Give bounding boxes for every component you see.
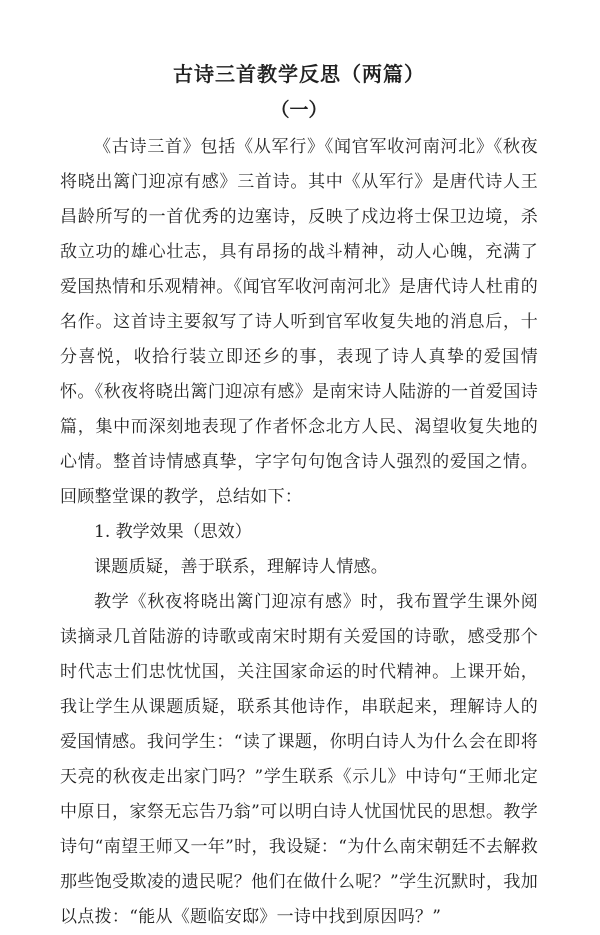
intro-paragraph: 《古诗三首》包括《从军行》《闻官军收河南河北》《秋夜将晓出篱门迎凉有感》三首诗。其中《从军行》是唐代诗人王昌龄所写的一首优秀的边塞诗，反映了戍边将士保卫边境，杀敌立功的雄心壮志，具有昂扬的战斗精神，动人心魄，充满了爱国热情和乐观精神。《闻官军收河南河北》是唐代诗人杜甫的名作。这首诗主要叙写了诗人听到官军收复失地的消息后，十分喜悦，收拾行装立即还乡的事，表现了诗人真挚的爱国情怀。《秋夜将晓出篱门迎凉有感》是南宋诗人陆游的一首爱国诗篇，集中而深刻地表现了作者怀念北方人民、渴望收复失地的心情。整首诗情感真挚，字字句句饱含诗人强烈的爱国之情。回顾整堂课的教学，总结如下： bbox=[60, 137, 538, 507]
point-summary: 课题质疑，善于联系，理解诗人情感。 bbox=[94, 557, 389, 577]
section-heading: 1. 教学效果（思效） bbox=[94, 522, 252, 542]
document-title: 古诗三首教学反思（两篇） bbox=[173, 62, 425, 86]
section-number: （一） bbox=[270, 99, 328, 121]
body-paragraph: 教学《秋夜将晓出篱门迎凉有感》时，我布置学生课外阅读摘录几首陆游的诗歌或南宋时期有关爱国的诗歌，感受那个时代志士们忠忱忧国，关注国家命运的时代精神。上课开始，我让学生从课题质疑，联系其他诗作，串联起来，理解诗人的爱国情感。我问学生：“读了课题，你明白诗人为什么会在即将天亮的秋夜走出家门吗？”学生联系《示儿》中诗句“王师北定中原日，家祭无忘告乃翁”可以明白诗人忧国忧民的思想。教学诗句“南望王师又一年”时，我设疑：“为什么南宋朝廷不去解救那些饱受欺凌的遗民呢？他们在做什么呢？”学生沉默时，我加以点拨：“能从《题临安邸》一诗中找到原因吗？” bbox=[60, 592, 538, 927]
